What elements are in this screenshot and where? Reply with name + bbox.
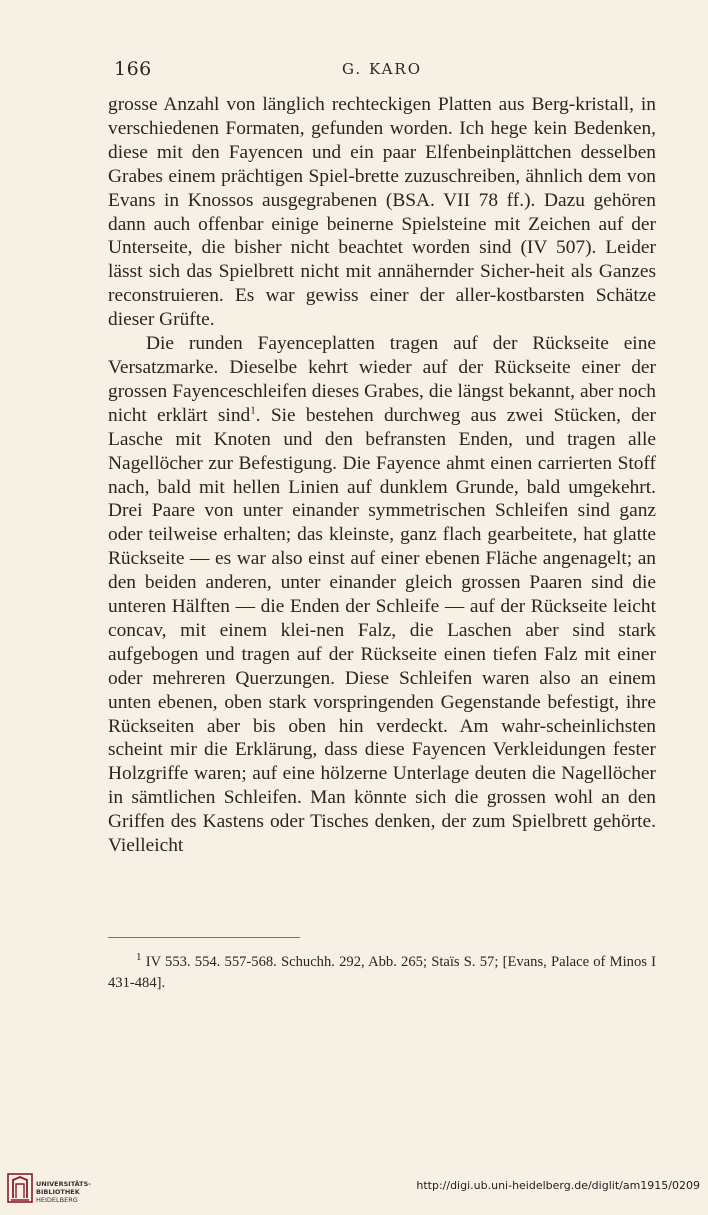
running-head: G. KARO xyxy=(341,60,422,78)
page-header xyxy=(108,58,656,82)
paragraph-1: grosse Anzahl von länglich rechteckigen Platten aus Berg-kristall, in verschiedenen Formaten, gefunden worden. Ich hege kein Bedenken, diese mit den Fayencen und ein paar Elfenbeinplättchen desselben Grabes einem prächtigen Spiel-brette zuzuschreiben, ähnlich dem von Evans in Knossos ausgegrabenen (BSA. VII 78 ff.). Dazu gehören dann auch offenbar einige beinerne Spielsteine mit Zeichen auf der Unterseite, die bisher nicht beachtet worden sind (IV 507). Leider lässt sich das Spielbrett nicht mit annähernder Sicher-heit als Ganzes reconstruieren. Es war gewiss einer der aller-kostbarsten Schätze dieser Grüfte. xyxy=(108,94,656,331)
paragraph-2-part-2: Sie bestehen durchweg aus zwei Stücken, der Lasche mit Knoten und den befransten Enden, und tragen alle Nagellöcher zur Befestigung. Die Fayence ahmt einen carrierten Stoff nach, bald mit hellen Linien auf dunklem Grunde, bald umgekehrt. Drei Paare von unter einander symmetrischen Schleifen sind ganz oder teilweise erhalten; das kleinste, ganz flach gearbeitete, hat glatte Rückseite — es war also einst auf einer ebenen Fläche angenagelt; an den beiden anderen, unter einander gleich grossen Paaren sind die unteren Hälften — die Enden der Schleife — auf der Rückseite leicht concav, mit einem klei-nen Falz, die Laschen aber sind stark aufgebogen und tragen auf der Rückseite einen tiefen Falz mit einer oder mehreren Querzungen. Diese Schleifen waren also an einem unten ebenen, oben stark vorspringenden Gegenstande befestigt, ihre Rückseiten aber bis oben hin verdeckt. Am wahr-scheinlichsten scheint mir die Erklärung, dass diese Fayencen Verkleidungen fester Holzgriffe waren; auf eine hölzerne Unterlage deuten die Nagellöcher in sämtlichen Schleifen. Man könnte sich die grossen wohl an den Griffen des Kastens oder Tisches denken, der zum Spielbrett gehörte. Vielleicht xyxy=(108,404,656,857)
page-number: 166 xyxy=(114,58,152,80)
library-emblem-icon xyxy=(6,1171,34,1205)
footnote-divider xyxy=(108,937,300,938)
footnote xyxy=(108,952,656,994)
footnote-text: IV 553. 554. 557-568. Schuchh. 292, Abb. 265; Staïs S. 57; [Evans, Palace of Minos I 431-484]. xyxy=(108,954,656,991)
library-logo xyxy=(6,1171,90,1207)
footnote-marker: 1 xyxy=(136,951,142,964)
source-url[interactable]: http://digi.ub.uni-heidelberg.de/diglit/am1915/0209 xyxy=(416,1179,700,1192)
library-name xyxy=(36,1180,91,1204)
footnote-reference: 1 xyxy=(250,404,256,417)
paragraph-2-part-1: Die runden Fayenceplatten tragen auf der Rückseite eine Versatzmarke. Dieselbe kehrt wieder auf der Rückseite einer der grossen Fayenceschleifen dieses Grabes, die längst bekannt, aber noch nicht erklärt sind xyxy=(108,333,656,426)
library-name-line-2: BIBLIOTHEK xyxy=(36,1188,80,1196)
page-footer xyxy=(0,1164,708,1215)
library-name-line-3: HEIDELBERG xyxy=(36,1196,78,1204)
body-text xyxy=(108,93,656,858)
library-name-line-1: UNIVERSITÄTS- xyxy=(36,1180,91,1188)
paragraph-2: Die runden Fayenceplatten tragen auf der Rückseite eine Versatzmarke. Dieselbe kehrt wieder auf der Rückseite einer der grossen Fayenceschleifen dieses Grabes, die längst bekannt, aber noch nicht erklärt sind$^1$. Sie bestehen durchweg aus zwei Stücken, der Lasche mit Knoten und den befransten Enden, und tragen alle Nagellöcher zur Befestigung. Die Fayence ahmt einen carrierten Stoff nach, bald mit hellen Linien auf dunklem Grunde, bald umgekehrt. Drei Paare von unter einander symmetrischen Schleifen sind ganz oder teilweise erhalten; das kleinste, ganz flach gearbeitete, hat glatte Rückseite — es war also einst auf einer ebenen Fläche angenagelt; an den beiden anderen, unter einander gleich grossen Paaren sind die unteren Hälften — die Enden der Schleife — auf der Rückseite leicht concav, mit einem klei-nen Falz, die Laschen aber sind stark aufgebogen und tragen auf der Rückseite einen tiefen Falz mit einer oder mehreren Querzungen. Diese Schleifen waren also an einem unten ebenen, oben stark vorspringenden Gegenstande befestigt, ihre Rückseiten aber bis oben hin verdeckt. Am wahr-scheinlichsten scheint mir die Erklärung, dass diese Fayencen Verkleidungen fester Holzgriffe waren; auf eine hölzerne Unterlage deuten die Nagellöcher in sämtlichen Schleifen. Man könnte sich die grossen wohl an den Griffen des Kastens oder Tisches denken, der zum Spielbrett gehörte. Vielleicht xyxy=(108,333,656,857)
